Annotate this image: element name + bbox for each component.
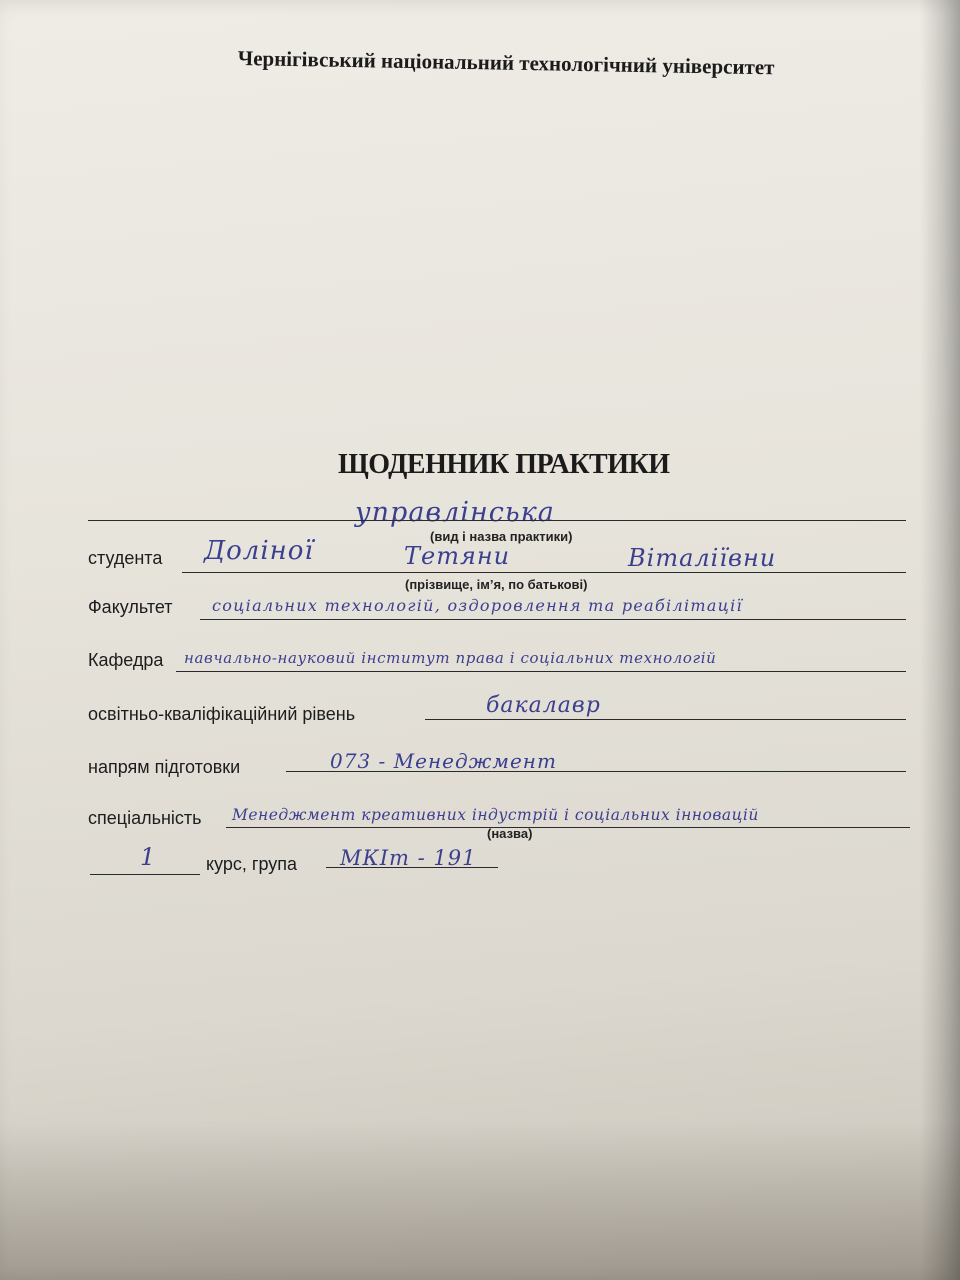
practice-type-caption: (вид і назва практики) (430, 529, 573, 544)
page-bottom-shadow (0, 1120, 960, 1280)
faculty-line (200, 619, 906, 620)
level-line (425, 719, 906, 720)
direction-handwritten: 073 - Менеджмент (330, 749, 557, 773)
department-line (176, 671, 906, 672)
student-name-handwritten: Тетяни (404, 542, 511, 570)
specialty-label: спеціальність (88, 808, 202, 828)
level-handwritten: бакалавр (486, 693, 601, 718)
student-caption: (прізвище, ім’я, по батькові) (405, 577, 588, 592)
practice-type-handwritten: управлінська (355, 497, 555, 528)
student-line (182, 572, 906, 573)
direction-label: напрям підготовки (88, 757, 241, 777)
university-name: Чернігівський національний технологічний університет (237, 46, 775, 80)
course-handwritten: 1 (140, 843, 157, 871)
student-label: студента (88, 548, 163, 568)
department-label: Кафедра (88, 650, 164, 670)
faculty-label: Факультет (88, 597, 173, 617)
specialty-caption: (назва) (487, 826, 533, 841)
group-handwritten: МКІт - 191 (340, 846, 477, 870)
practice-type-line (88, 520, 906, 521)
specialty-line (226, 827, 910, 828)
faculty-handwritten: соціальних технологій, оздоровлення та реабілітації (212, 596, 743, 615)
direction-line (286, 771, 906, 772)
page-edge-shadow (920, 0, 960, 1280)
department-handwritten: навчально-науковий інститут права і соціальних технологій (184, 649, 717, 667)
course-line (90, 874, 200, 875)
specialty-handwritten: Менеджмент креативних індустрій і соціальних інновацій (232, 806, 759, 824)
group-line (326, 867, 498, 868)
course-group-label: курс, група (206, 854, 298, 874)
student-surname-handwritten: Доліної (204, 536, 314, 566)
document-title: ЩОДЕННИК ПРАКТИКИ (338, 449, 670, 480)
level-label: освітньо-кваліфікаційний рівень (88, 704, 356, 724)
student-patronymic-handwritten: Віталіївни (628, 544, 777, 572)
